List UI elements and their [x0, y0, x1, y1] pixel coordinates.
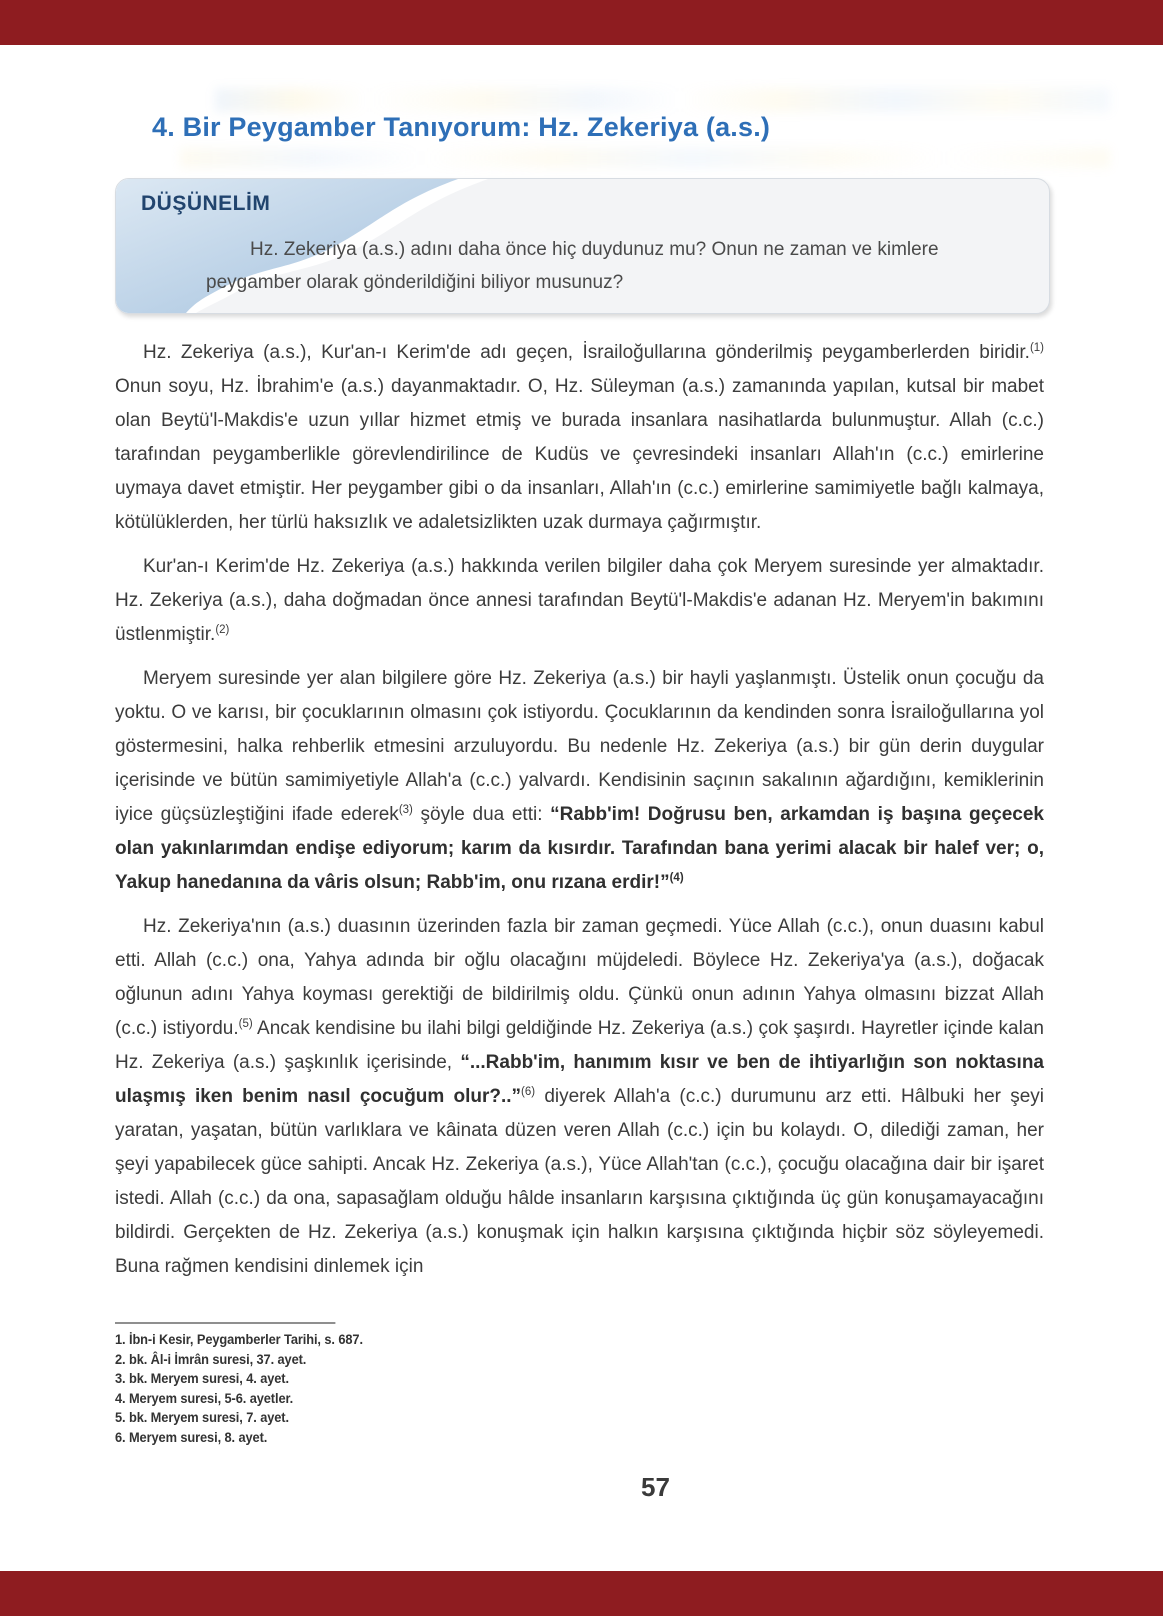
top-border-band [0, 0, 1163, 45]
footnote-reference: (1) [1029, 342, 1044, 354]
body-run: Meryem suresinde yer alan bilgilere göre Hz. Zekeriya (a.s.) bir hayli yaşlanmıştı. Üstelik onun çocuğu da yoktu. O ve karısı, bir çocuklarının olmasını çok istiyordu. Çocuklarının da kendinden sonra İsrailoğullarına yol göstermesini, halka rehberlik etmesini arzuluyordu. Bu nedenle Hz. Zekeriya (a.s.) bir gün derin duygular içerisinde ve bütün samimiyetiyle Allah'a (c.c.) yalvardı. Kendisinin saçının sakalının ağardığını, kemiklerinin iyice güçsüzleştiğini ifade ederek [115, 668, 1044, 825]
body-paragraph [115, 336, 1044, 540]
footnote: 6. Meryem suresi, 8. ayet. [115, 1429, 268, 1445]
footnote-rule [115, 1322, 335, 1324]
body-text [115, 336, 1044, 1294]
dusunelim-box [115, 178, 1050, 314]
footnote: 1. İbn-i Kesir, Peygamberler Tarihi, s. 687. [115, 1332, 363, 1347]
footnote: 3. bk. Meryem suresi, 4. ayet. [115, 1371, 289, 1386]
body-run: diyerek Allah'a (c.c.) durumunu arz etti. Hâlbuki her şeyi yaratan, yaşatan, bütün varlıklara ve kâinata düzen veren Allah (c.c.) için bu kolaydı. O, dilediği zaman, her şeyi yapabilecek güce sahipti. Ancak Hz. Zekeriya (a.s.), Yüce Allah'tan (c.c.), çocuğu olacağına dair bir işaret istedi. Allah (c.c.) da ona, sapasağlam olduğu hâlde insanların karşısına çıktığında üç gün konuşamayacağını bildirdi. Gerçekten de Hz. Zekeriya (a.s.) konuşmak için halkın karşısına çıktığında hiçbir söz söyleyemedi. Buna rağmen kendisini dinlemek için [115, 1086, 1044, 1277]
body-run: Onun soyu, Hz. İbrahim'e (a.s.) dayanmaktadır. O, Hz. Süleyman (a.s.) zamanında yapılan, kutsal bir mabet olan Beytü'l-Makdis'e uzun yıllar hizmet etmiş ve burada insanlara nasihatlarda bulunmuştur. Allah (c.c.) tarafından peygamberlikle görevlendirilince de Kudüs ve çevresindeki insanları Allah'ın (c.c.) emirlerine uymaya davet etmiştir. Her peygamber gibi o da insanları, Allah'ın (c.c.) emirlerine samimiyetle bağlı kalmaya, kötülüklerden, her türlü haksızlık ve adaletsizlikten uzak durmaya çağırmıştır. [115, 376, 1044, 533]
bottom-border-band [0, 1571, 1163, 1616]
body-paragraph [115, 910, 1044, 1284]
body-run: Hz. Zekeriya'nın (a.s.) duasının üzerinden fazla bir zaman geçmedi. Yüce Allah (c.c.), onun duasını kabul etti. Allah (c.c.) ona, Yahya adında bir oğlu olacağını müjdeledi. Böylece Hz. Zekeriya'ya (a.s.), doğacak oğlunun adını Yahya koyması gerektiği de bildirilmiş oldu. Çünkü onun adının Yahya olmasını bizzat Allah (c.c.) istiyordu. [115, 916, 1044, 1039]
footnote: 5. bk. Meryem suresi, 7. ayet. [115, 1410, 289, 1425]
dusunelim-question: Hz. Zekeriya (a.s.) adını daha önce hiç duydunuz mu? Onun ne zaman ve kimlere peygamber olarak gönderildiğini biliyor musunuz? [206, 239, 939, 293]
footnote-reference: (3) [398, 804, 413, 816]
section-title: 4. Bir Peygamber Tanıyorum: Hz. Zekeriya (a.s.) [152, 112, 771, 142]
body-run: Ancak kendisine bu ilahi bilgi geldiğinde Hz. Zekeriya (a.s.) çok şaşırdı. Hayretler içinde kalan Hz. Zekeriya (a.s.) şaşkınlık içerisinde, [115, 1018, 1044, 1073]
watermark-smudge-top [215, 88, 1110, 112]
footnote: 2. bk. Âl-i İmrân suresi, 37. ayet. [115, 1351, 307, 1367]
footnote-reference: (6) [521, 1086, 536, 1098]
footnotes [115, 1322, 363, 1447]
quote-text: “Rabb'im! Doğrusu ben, arkamdan iş başına geçecek olan yakınlarımdan endişe ediyorum; karım da kısırdır. Tarafından bana yerimi alacak bir halef ver; o, Yakup hanedanına da vâris olsun; Rabb'im, onu rızana erdir!” [115, 804, 1044, 893]
footnote-reference: (4) [669, 872, 684, 884]
footnote-reference: (2) [215, 624, 230, 636]
footnote: 4. Meryem suresi, 5-6. ayetler. [115, 1390, 294, 1406]
body-run: Hz. Zekeriya (a.s.), Kur'an-ı Kerim'de adı geçen, İsrailoğullarına gönderilmiş peygamberlerden biridir. [143, 342, 1030, 363]
footnote-reference: (5) [238, 1018, 253, 1030]
page-number: 57 [641, 1472, 670, 1502]
quote-text: “...Rabb'im, hanımım kısır ve ben de ihtiyarlığın son noktasına ulaşmış iken benim nasıl çocuğum olur?..” [115, 1052, 1044, 1107]
body-paragraph [115, 662, 1044, 900]
body-run: şöyle dua etti: [412, 804, 551, 825]
body-paragraph [115, 550, 1044, 652]
body-run: Kur'an-ı Kerim'de Hz. Zekeriya (a.s.) hakkında verilen bilgiler daha çok Meryem suresinde yer almaktadır. Hz. Zekeriya (a.s.), daha doğmadan önce annesi tarafından Beytü'l-Makdis'e adanan Hz. Meryem'in bakımını üstlenmiştir. [115, 556, 1044, 645]
dusunelim-label: DÜŞÜNELİM [141, 192, 271, 215]
watermark-smudge-bottom [180, 148, 1110, 168]
